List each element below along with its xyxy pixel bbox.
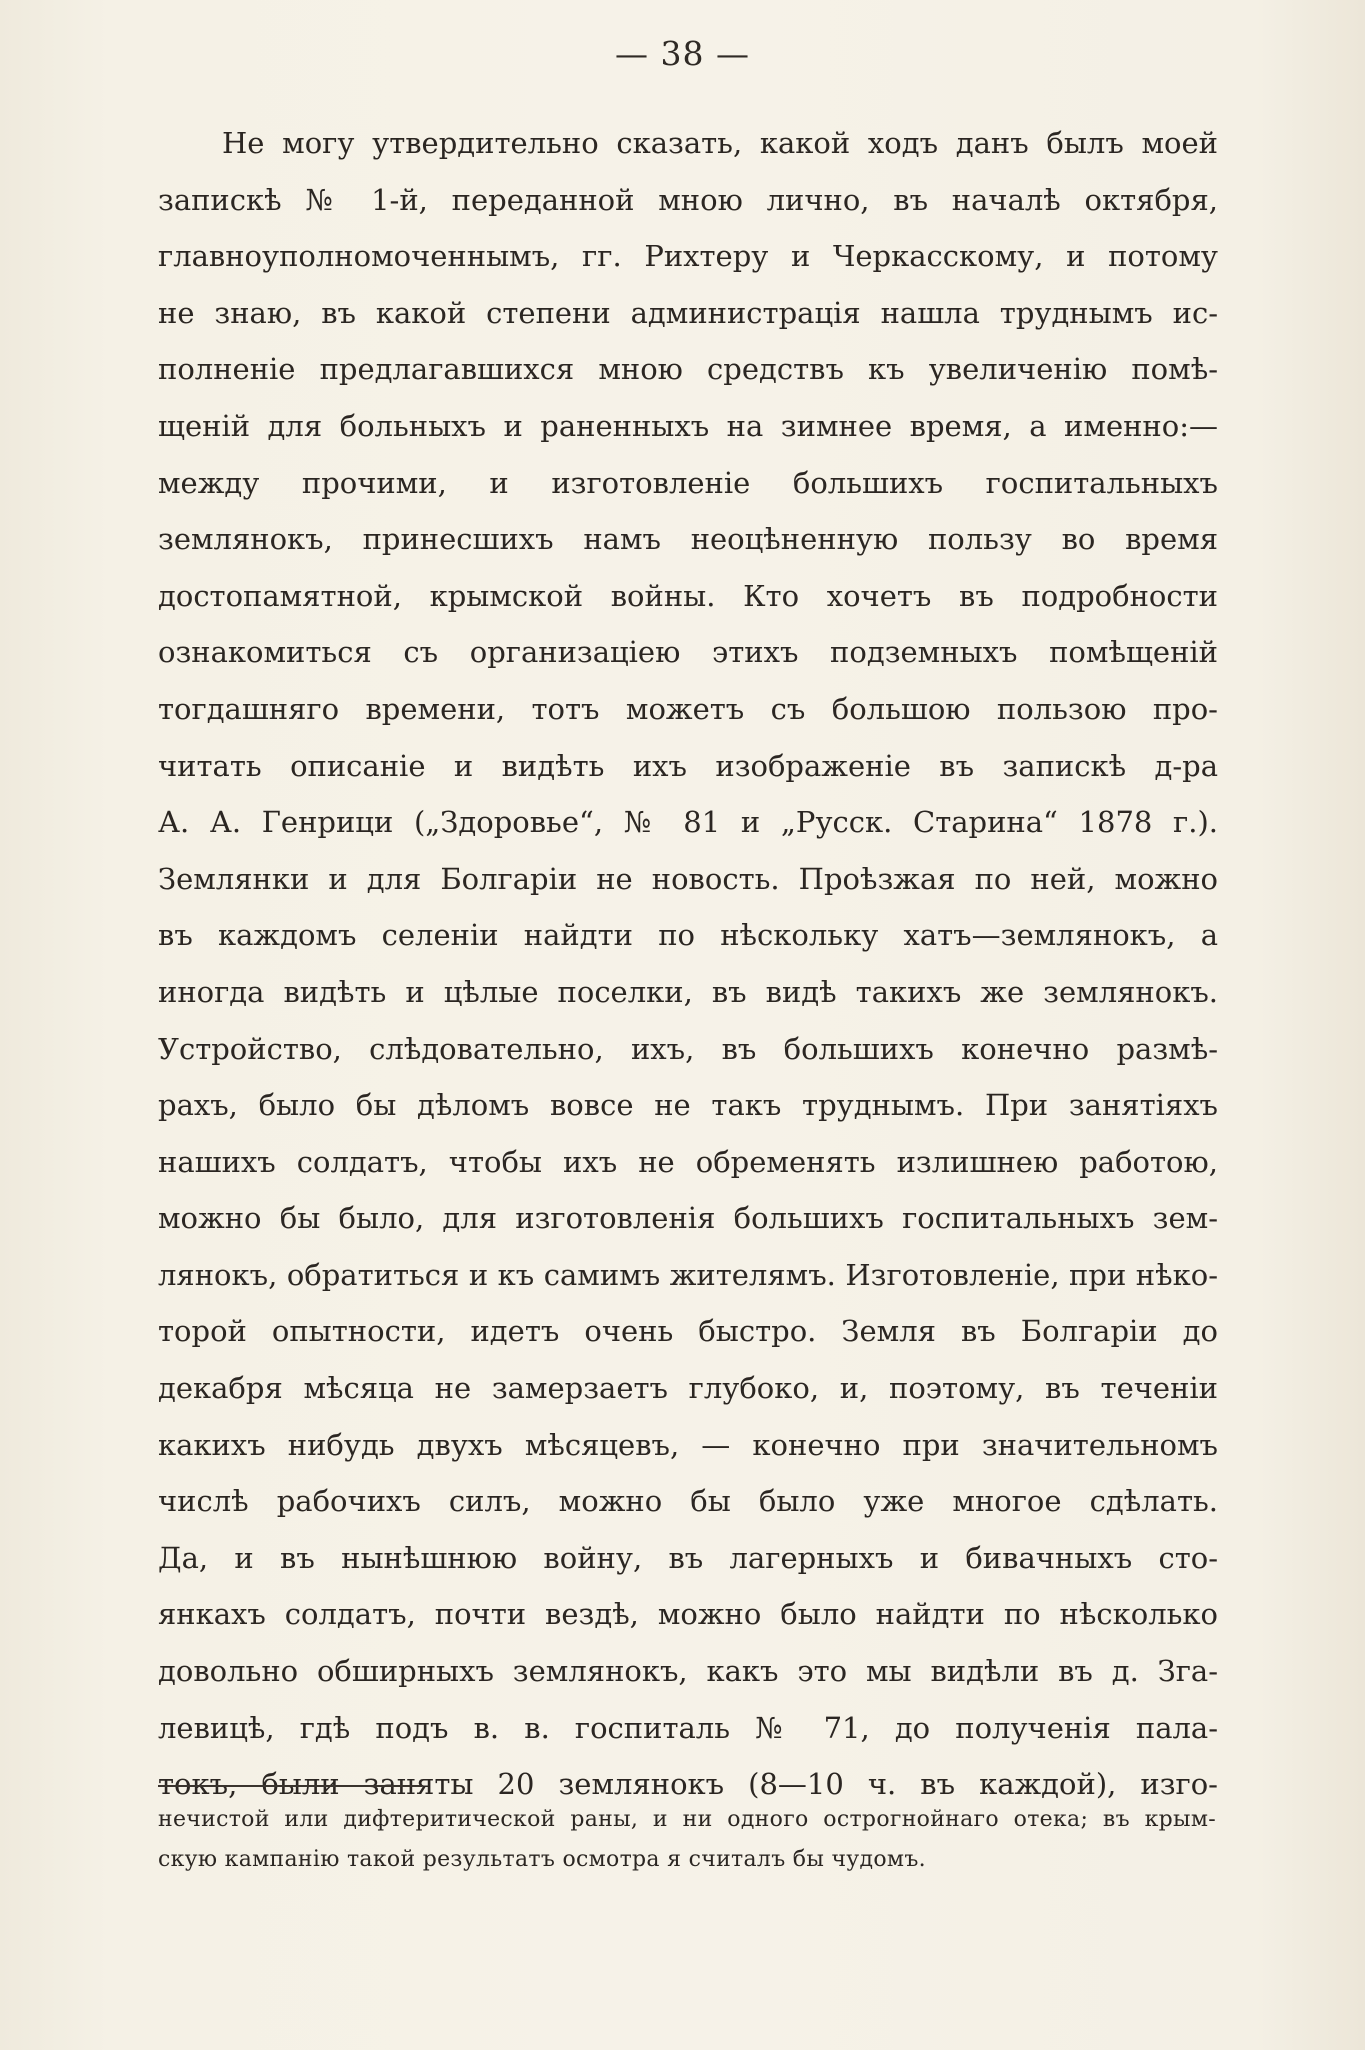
- text-line: токъ, были заняты 20 землянокъ (8—10 ч. въ каждой), изго-: [158, 1767, 1218, 1802]
- text-line: землянокъ, принесшихъ намъ неоцѣненную пользу во время: [158, 522, 1218, 557]
- text-line: лянокъ, обратиться и къ самимъ жителямъ. Изготовленіе, при нѣко-: [158, 1257, 1218, 1292]
- text-line: числѣ рабочихъ силъ, можно бы было уже многое сдѣлать.: [158, 1484, 1218, 1519]
- text-line: Устройство, слѣдовательно, ихъ, въ большихъ конечно размѣ-: [158, 1031, 1218, 1066]
- text-line: Да, и въ нынѣшнюю войну, въ лагерныхъ и бивачныхъ сто-: [158, 1540, 1218, 1575]
- text-line: нашихъ солдатъ, чтобы ихъ не обременять излишнею работою,: [158, 1144, 1218, 1179]
- footnote: [158, 1800, 1216, 1880]
- main-text: [158, 115, 1218, 1813]
- footnote-divider: [158, 1785, 422, 1787]
- text-line: рахъ, было бы дѣломъ вовсе не такъ труднымъ. При занятіяхъ: [158, 1088, 1218, 1123]
- text-line: между прочими, и изготовленіе большихъ госпитальныхъ: [158, 465, 1218, 500]
- text-line: янкахъ солдатъ, почти вездѣ, можно было найдти по нѣсколько: [158, 1597, 1218, 1632]
- text-line: декабря мѣсяца не замерзаетъ глубоко, и, поэтому, въ теченіи: [158, 1371, 1218, 1406]
- text-line: можно бы было, для изготовленія большихъ госпитальныхъ зем-: [158, 1201, 1218, 1236]
- text-line: А. А. Генрици („Здоровье“, № 81 и „Русск. Старина“ 1878 г.).: [158, 805, 1218, 840]
- text-line: Землянки и для Болгаріи не новость. Проѣзжая по ней, можно: [158, 861, 1218, 896]
- page-number: — 38 —: [615, 34, 750, 73]
- text-line: полненіе предлагавшихся мною средствъ къ увеличенію помѣ-: [158, 352, 1218, 387]
- text-line: читать описаніе и видѣть ихъ изображеніе въ запискѣ д-ра: [158, 748, 1218, 783]
- text-line: не знаю, въ какой степени администрація нашла труднымъ ис-: [158, 295, 1218, 330]
- text-line: Не могу утвердительно сказать, какой ходъ данъ былъ моей: [222, 126, 1218, 160]
- text-line: тогдашняго времени, тотъ можетъ съ большою пользою про-: [158, 691, 1218, 726]
- footnote-line: скую кампанію такой результатъ осмотра я считалъ бы чудомъ.: [158, 1847, 926, 1872]
- text-line: торой опытности, идетъ очень быстро. Земля въ Болгаріи до: [158, 1314, 1218, 1349]
- text-line: главноуполномоченнымъ, гг. Рихтеру и Черкасскому, и потому: [158, 239, 1218, 274]
- text-line: въ каждомъ селеніи найдти по нѣскольку хатъ—землянокъ, а: [158, 918, 1218, 953]
- text-line: достопамятной, крымской войны. Кто хочетъ въ подробности: [158, 578, 1218, 613]
- text-line: ознакомиться съ организаціею этихъ подземныхъ помѣщеній: [158, 635, 1218, 670]
- footnote-line: нечистой или дифтеритической раны, и ни одного острогнойнаго отека; въ крым-: [158, 1807, 1216, 1832]
- text-line: иногда видѣть и цѣлые поселки, въ видѣ такихъ же землянокъ.: [158, 974, 1218, 1009]
- text-line: щеній для больныхъ и раненныхъ на зимнее время, а именно:—: [158, 408, 1218, 443]
- text-line: довольно обширныхъ землянокъ, какъ это мы видѣли въ д. Зга-: [158, 1654, 1218, 1689]
- text-line: левицѣ, гдѣ подъ в. в. госпиталь № 71, до полученія пала-: [158, 1710, 1218, 1745]
- text-line: запискѣ № 1-й, переданной мною лично, въ началѣ октября,: [158, 182, 1218, 217]
- text-line: какихъ нибудь двухъ мѣсяцевъ, — конечно при значительномъ: [158, 1427, 1218, 1462]
